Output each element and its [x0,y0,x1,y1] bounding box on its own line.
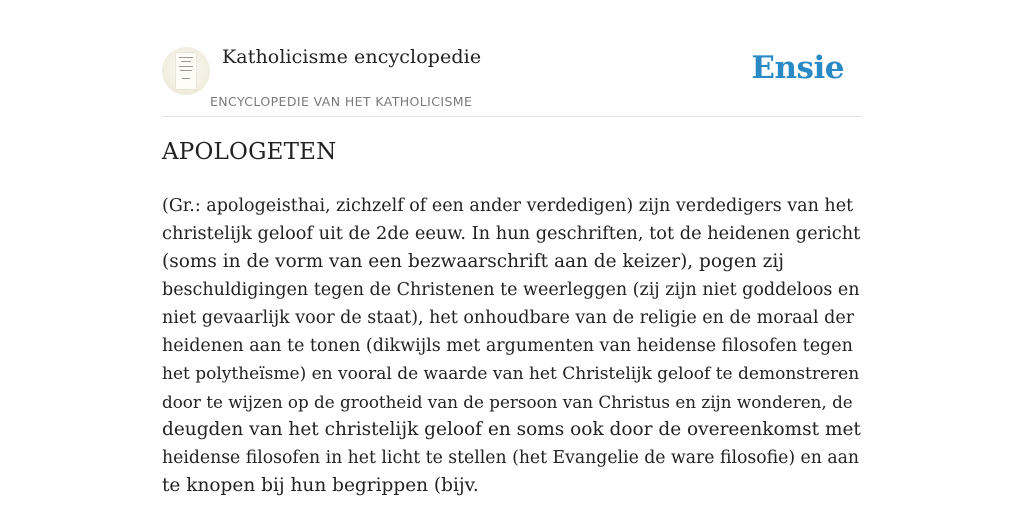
site-title[interactable]: Katholicisme encyclopedie [222,46,482,68]
entry-body [162,192,862,500]
site-header [162,40,862,117]
entry-body-line: beschuldigingen tegen de Christenen te weerleggen (zij zijn niet goddeloos en [162,280,860,300]
entry-body-line: heidenen aan te tonen (dikwijls met argumenten van heidense filosofen tegen [162,336,853,356]
site-subtitle: ENCYCLOPEDIE VAN HET KATHOLICISME [210,94,473,109]
book-cover [176,53,196,89]
entry-body-line: door te wijzen op de grootheid van de persoon van Christus en zijn wonderen, de [162,392,853,412]
entry-body-line: het polytheïsme) en vooral de waarde van het Christelijk geloof te demonstreren [162,364,860,384]
brand-logo[interactable]: Ensie [751,50,844,86]
entry-body-line: (Gr.: apologeisthai, zichzelf of een ander verdedigen) zijn verdedigers van het [162,196,854,216]
entry-body-line: deugden van het christelijk geloof en soms ook door de overeenkomst met [162,419,861,440]
entry-body-line: christelijk geloof uit de 2de eeuw. In hun geschriften, tot de heidenen gericht [162,224,861,244]
encyclopedia-cover-icon[interactable] [162,47,210,95]
entry-title: APOLOGETEN [162,139,337,165]
entry-body-line: heidense filosofen in het licht te stellen (het Evangelie de ware filosofie) en aan [162,448,860,468]
entry-body-line: (soms in de vorm van een bezwaarschrift aan de keizer), pogen zij [162,251,785,272]
entry-body-line: niet gevaarlijk voor de staat), het onhoudbare van de religie en de moraal der [162,308,855,328]
entry-body-line: te knopen bij hun begrippen (bijv. [162,475,479,496]
